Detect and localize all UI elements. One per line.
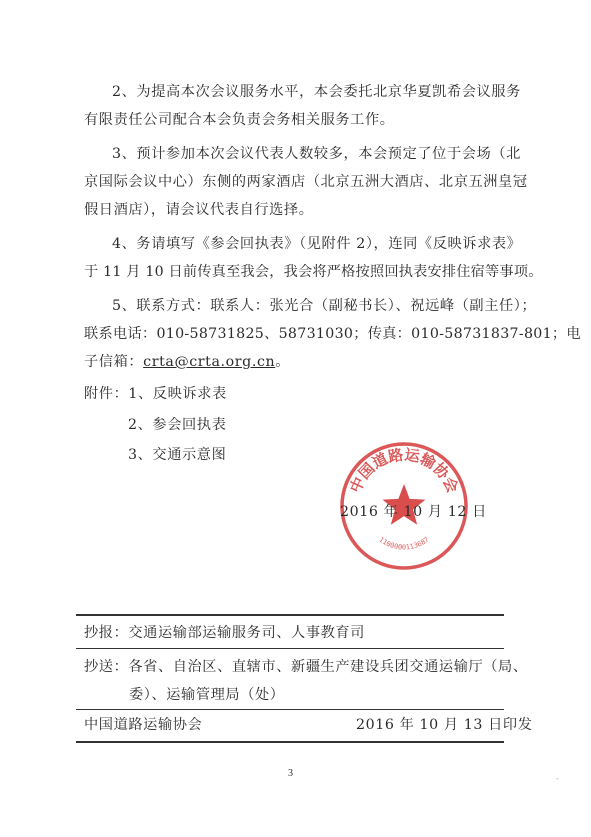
attachment-item-3: 3、交通示意图 (128, 447, 227, 463)
para-3-line-1: 3、预计参加本次会议代表人数较多，本会预定了位于会场（北 (112, 146, 521, 162)
chao-song-line-2: 委）、运输管理局（处） (129, 687, 285, 703)
para-5-line-2: 联系电话：010-58731825、58731030；传真：010-58731837-801；电 (84, 326, 581, 342)
attachment-1 (84, 385, 227, 403)
chao-song-line-1: 抄送：各省、自治区、直辖市、新疆生产建设兵团交通运输厅（局、 (84, 659, 528, 675)
para-2-line-1: 2、为提高本次会议服务水平，本会委托北京华夏凯希会议服务 (112, 84, 521, 100)
email-prefix: 子信箱： (84, 354, 144, 370)
para-5-line-1: 5、联系方式：联系人：张光合（副秘书长）、祝远峰（副主任）； (112, 298, 537, 314)
para-4-line-2: 于 11 月 10 日前传真至我会，我会将严格按照回执表安排住宿等事项。 (84, 264, 543, 280)
email-link[interactable]: crta@crta.org.cn (143, 354, 276, 370)
para-4-line-1: 4、务请填写《参会回执表》（见附件 2），连同《反映诉求表》 (112, 236, 522, 252)
attachment-item-2: 2、参会回执表 (128, 417, 227, 433)
para-2-line-2: 有限责任公司配合本会负责会务相关服务工作。 (84, 112, 395, 128)
scan-mark: - (556, 774, 559, 783)
email-suffix: 。 (275, 354, 291, 370)
para-5-line-3 (84, 353, 290, 371)
para-3-line-2: 京国际会议中心）东侧的两家酒店（北京五洲大酒店、北京五洲皇冠 (84, 174, 528, 190)
page-number: 3 (288, 768, 293, 779)
para-3-line-3: 假日酒店），请会议代表自行选择。 (84, 202, 314, 218)
divider-bottom (76, 741, 504, 743)
chao-bao: 抄报：交通运输部运输服务司、人事教育司 (84, 625, 365, 641)
seal-org-text: 中国道路运输协会 (346, 445, 462, 496)
issue-date: 2016 年 10 月 12 日 (340, 504, 487, 520)
seal-serial: 1100000113687 (377, 535, 431, 552)
attachments-label: 附件： (84, 386, 129, 402)
divider-1 (76, 648, 504, 649)
footer-org: 中国道路运输协会 (84, 717, 203, 733)
divider-top (76, 614, 504, 616)
footer-printed-date: 2016 年 10 月 13 日印发 (356, 717, 533, 733)
attachment-item-1: 1、反映诉求表 (128, 386, 227, 402)
divider-2 (76, 709, 504, 710)
